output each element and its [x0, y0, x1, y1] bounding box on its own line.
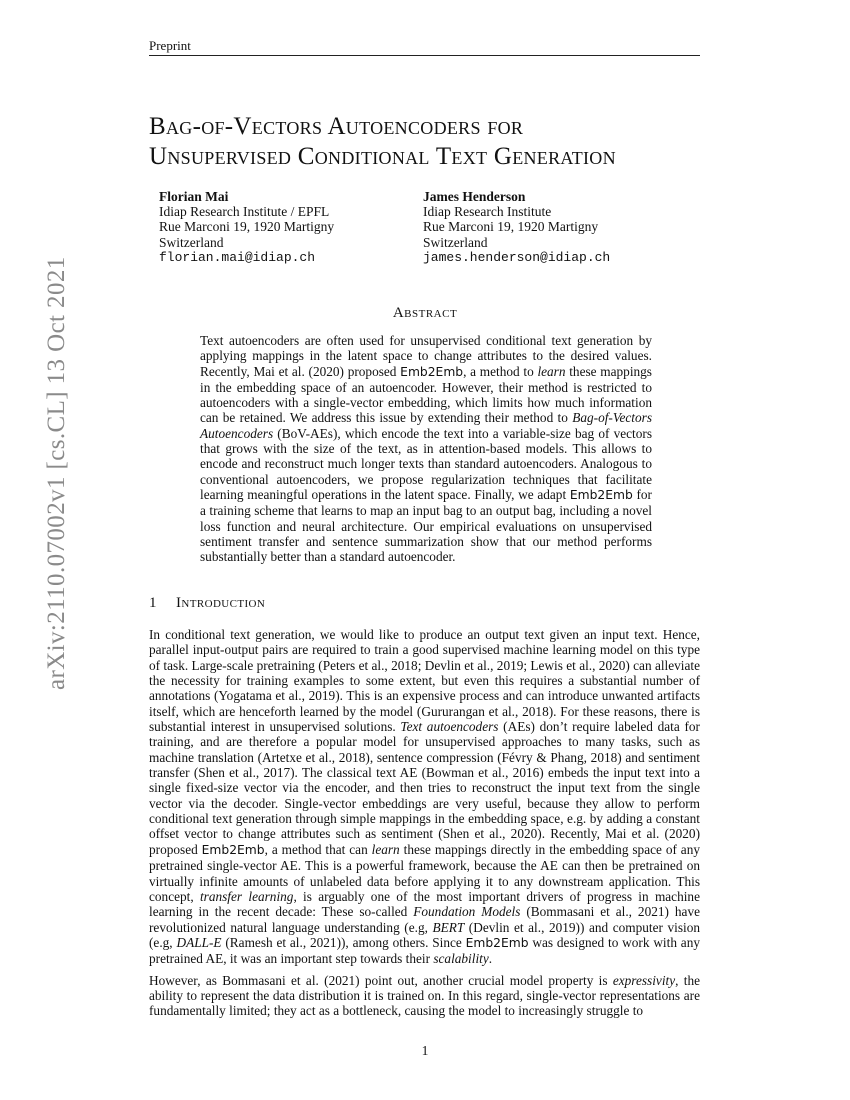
- author-name: Florian Mai: [159, 189, 229, 204]
- section-heading-introduction: [149, 595, 265, 612]
- section-title: Introduction: [176, 595, 266, 611]
- author-address: Rue Marconi 19, 1920 Martigny: [159, 219, 335, 235]
- method-name: Emb2Emb: [400, 364, 464, 379]
- paragraph: In conditional text generation, we would like to produce an output text given an input text. Hence, parallel input-output pairs are required to train a good supervised machine learning model on this type of task. Large-scale pretraining (Peters et al., 2018; Devlin et al., 2019; Lewis et al., 2020) can alleviate the necessity for training examples to some extent, but even this requires a substantial number of annotations (Yogatama et al., 2019). This is an expensive process and can introduce unwanted artifacts itself, which are henceforth learned by the model (Gururangan et al., 2018). For these reasons, there is substantial interest in unsupervised solutions. Text autoencoders (AEs) don’t require labeled data for training, and are therefore a popular model for unsupervised approaches to many tasks, such as machine translation (Artetxe et al., 2018), sentence compression (Févry & Phang, 2018) and sentiment transfer (Shen et al., 2017). The classical text AE (Bowman et al., 2016) embeds the input text into a single fixed-size vector via the encoder, and then tries to reconstruct the input text from the single vector via the decoder. Single-vector embeddings are very useful, because they allow to perform conditional text generation through simple mappings in the embedding space, e.g. by adding a constant offset vector to change attributes such as sentiment (Shen et al., 2020). Recently, Mai et al. (2020) proposed Emb2Emb, a method that can learn these mappings directly in the embedding space of any pretrained single-vector AE. This is a powerful framework, because the AE can then be pretrained on virtually infinite amounts of unlabeled data before applying it to any downstream application. This concept, transfer learning, is arguably one of the most important drivers of progress in machine learning in the recent decade: These so-called Foundation Models (Bommasani et al., 2021) have revolutionized natural language understanding (e.g, BERT (Devlin et al., 2019)) and computer vision (e.g, DALL-E (Ramesh et al., 2021)), among others. Since Emb2Emb was designed to work with any pretrained AE, it was an important step towards their scalability.: [149, 627, 700, 967]
- arxiv-sidebar-stamp: arXiv:2110.07002v1 [cs.CL] 13 Oct 2021: [43, 256, 70, 690]
- abstract-heading: Abstract: [392, 305, 458, 321]
- author-affiliation: Idiap Research Institute / EPFL: [159, 204, 330, 220]
- section-number: 1: [149, 595, 157, 611]
- method-name: Emb2Emb: [465, 935, 529, 950]
- paragraph: However, as Bommasani et al. (2021) point out, another crucial model property is expressivity, the ability to represent the data distribution it is trained on. In this regard, single-vector representations are fundamentally limited; they act as a bottleneck, causing the model to increasingly struggle to: [149, 972, 700, 1019]
- author-country: Switzerland: [159, 234, 224, 250]
- abstract-body: Text autoencoders are often used for unsupervised conditional text generation by applying mappings in the latent space to change attributes to the desired values. Recently, Mai et al. (2020) proposed Emb2Emb, a method to learn these mappings in the embedding space of an autoencoder. However, their method is restricted to autoencoders with a single-vector embedding, which limits how much information can be retained. We address this issue by extending their method to Bag-of-Vectors Autoencoders (BoV-AEs), which encode the text into a variable-size bag of vectors that grows with the size of the text, as in attention-based models. This allows to encode and reconstruct much longer texts than standard autoencoders. Analogous to conventional autoencoders, we propose regularization techniques that facilitate learning meaningful operations in the latent space. Finally, we adapt Emb2Emb for a training scheme that learns to map an input bag to an output bag, including a novel loss function and neural architecture. Our empirical evaluations on unsupervised sentiment transfer and sentence summarization show that our method performs substantially better than a standard autoencoder.: [200, 333, 652, 565]
- author-email[interactable]: james.henderson@idiap.ch: [423, 249, 611, 265]
- introduction-body: [149, 627, 700, 1025]
- author-block-2: [423, 189, 610, 265]
- author-country: Switzerland: [423, 234, 488, 250]
- method-name: Emb2Emb: [201, 842, 265, 857]
- page-number: 1: [421, 1043, 429, 1058]
- title-line-2: Unsupervised Conditional Text Generation: [149, 143, 616, 170]
- author-address: Rue Marconi 19, 1920 Martigny: [423, 219, 599, 235]
- method-name: Emb2Emb: [569, 487, 633, 502]
- running-header: Preprint: [149, 38, 191, 53]
- paper-title: [149, 112, 749, 172]
- author-name: James Henderson: [423, 189, 526, 204]
- header-rule: [149, 55, 700, 56]
- author-email[interactable]: florian.mai@idiap.ch: [159, 249, 316, 265]
- author-affiliation: Idiap Research Institute: [423, 204, 552, 220]
- author-block-1: [159, 189, 334, 265]
- title-line-1: Bag-of-Vectors Autoencoders for: [149, 113, 524, 140]
